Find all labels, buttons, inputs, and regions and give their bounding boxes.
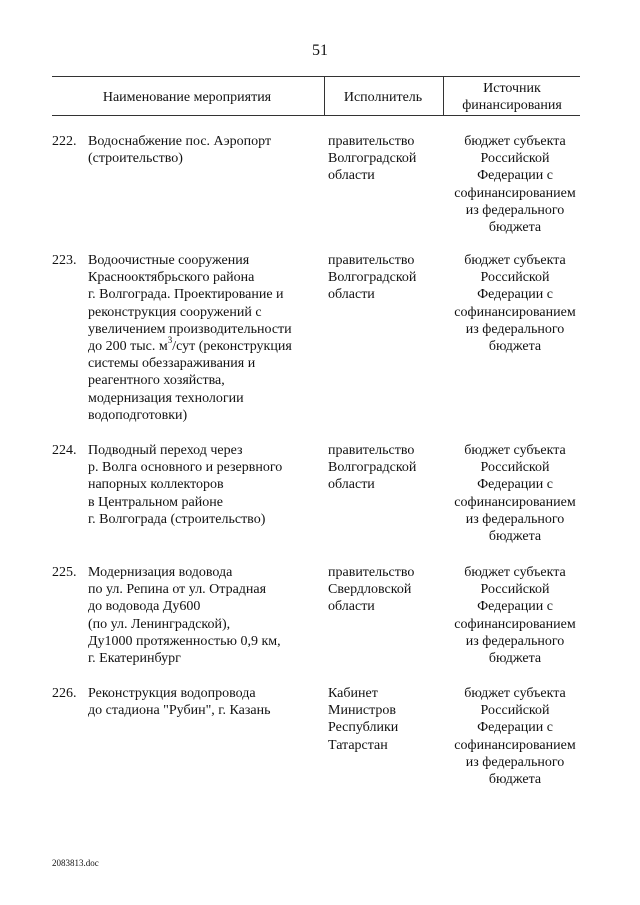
funding-line: Российской bbox=[480, 703, 550, 719]
executor-line: Свердловской bbox=[328, 582, 412, 598]
name-line: водоподготовки) bbox=[88, 407, 188, 423]
funding-line: Федерации с bbox=[477, 168, 553, 184]
executor-line: правительство bbox=[328, 565, 415, 580]
executor-line: Волгоградской bbox=[328, 460, 417, 476]
executor-line: области bbox=[328, 287, 375, 303]
funding-line: бюджет субъекта bbox=[464, 253, 566, 268]
name-line: Водоснабжение пос. Аэропорт bbox=[88, 134, 272, 149]
row-executor bbox=[328, 133, 444, 185]
funding-line: Федерации с bbox=[477, 599, 553, 615]
row-funding bbox=[440, 685, 590, 788]
row-funding bbox=[440, 252, 590, 355]
executor-line: области bbox=[328, 477, 375, 493]
name-line: (по ул. Ленинградской), bbox=[88, 616, 231, 632]
name-line: г. Екатеринбург bbox=[88, 651, 181, 667]
executor-line: правительство bbox=[328, 134, 415, 149]
name-line: Ду1000 протяженностью 0,9 км, bbox=[88, 633, 281, 649]
funding-line: Федерации с bbox=[477, 287, 553, 303]
name-line: увеличением производительности bbox=[88, 321, 292, 337]
name-line-part: до 200 тыс. м bbox=[88, 339, 168, 355]
file-name-footer: 2083813.doc bbox=[52, 858, 99, 868]
executor-line: правительство bbox=[328, 443, 415, 458]
name-line: реконструкция сооружений с bbox=[88, 304, 262, 320]
name-line: Краснооктябрьского района bbox=[88, 270, 255, 286]
funding-line: бюджета bbox=[488, 220, 542, 236]
funding-line: софинансированием bbox=[454, 185, 576, 201]
funding-line: бюджет субъекта bbox=[464, 134, 566, 149]
funding-line: Российской bbox=[480, 460, 550, 476]
name-line: Реконструкция водопровода bbox=[88, 686, 256, 701]
name-line: системы обеззараживания и bbox=[88, 356, 256, 372]
row-executor bbox=[328, 442, 444, 494]
name-line: по ул. Репина от ул. Отрадная bbox=[88, 582, 267, 598]
name-line: в Центральном районе bbox=[88, 494, 223, 510]
row-number: 225. bbox=[52, 565, 77, 580]
name-line: Модернизация водовода bbox=[88, 565, 233, 580]
row-number: 226. bbox=[52, 686, 77, 701]
funding-line: Российской bbox=[480, 270, 550, 286]
executor-line: Татарстан bbox=[328, 737, 388, 753]
row-executor bbox=[328, 564, 444, 616]
header-executor: Исполнитель bbox=[343, 90, 423, 105]
name-line: до водовода Ду600 bbox=[88, 599, 201, 615]
page-number: 51 bbox=[312, 42, 328, 59]
table-header bbox=[52, 76, 580, 116]
row-number: 223. bbox=[52, 253, 77, 268]
funding-line: из федерального bbox=[465, 321, 565, 337]
executor-line: Республики bbox=[328, 720, 399, 736]
name-line: р. Волга основного и резервного bbox=[88, 460, 283, 476]
executor-line: Волгоградской bbox=[328, 270, 417, 286]
row-name bbox=[88, 252, 318, 424]
executor-line: Волгоградской bbox=[328, 151, 417, 167]
funding-line: из федерального bbox=[465, 511, 565, 527]
name-line: г. Волгограда. Проектирование и bbox=[88, 287, 284, 303]
funding-line: из федерального bbox=[465, 754, 565, 770]
row-executor bbox=[328, 685, 444, 754]
funding-line: бюджета bbox=[488, 651, 542, 667]
funding-line: софинансированием bbox=[454, 616, 576, 632]
funding-line: софинансированием bbox=[454, 494, 576, 510]
name-line bbox=[88, 335, 318, 355]
funding-line: бюджет субъекта bbox=[464, 686, 566, 701]
header-funding-line2: финансирования bbox=[462, 98, 562, 113]
funding-line: бюджета bbox=[488, 339, 542, 355]
executor-line: Министров bbox=[328, 703, 397, 719]
name-line: Водоочистные сооружения bbox=[88, 253, 250, 268]
funding-line: Федерации с bbox=[477, 477, 553, 493]
funding-line: бюджет субъекта bbox=[464, 443, 566, 458]
name-line: напорных коллекторов bbox=[88, 477, 224, 493]
funding-line: бюджет субъекта bbox=[464, 565, 566, 580]
executor-line: Кабинет bbox=[328, 686, 378, 701]
funding-line: Российской bbox=[480, 582, 550, 598]
funding-line: из федерального bbox=[465, 633, 565, 649]
name-line: (строительство) bbox=[88, 151, 183, 167]
name-line: Подводный переход через bbox=[88, 443, 243, 458]
name-line: реагентного хозяйства, bbox=[88, 373, 225, 389]
header-funding bbox=[444, 80, 580, 114]
superscript: 3 bbox=[167, 335, 173, 346]
row-name bbox=[88, 685, 318, 719]
name-line: до стадиона "Рубин", г. Казань bbox=[88, 703, 271, 719]
row-name bbox=[88, 133, 318, 167]
name-line: модернизация технологии bbox=[88, 390, 244, 406]
executor-line: области bbox=[328, 599, 375, 615]
row-executor bbox=[328, 252, 444, 304]
row-funding bbox=[440, 133, 590, 236]
name-line: г. Волгограда (строительство) bbox=[88, 511, 266, 527]
funding-line: софинансированием bbox=[454, 304, 576, 320]
funding-line: из федерального bbox=[465, 202, 565, 218]
funding-line: бюджета bbox=[488, 529, 542, 545]
header-funding-line1: Источник bbox=[483, 81, 541, 96]
funding-line: бюджета bbox=[488, 772, 542, 788]
row-funding bbox=[440, 564, 590, 667]
executor-line: правительство bbox=[328, 253, 415, 268]
funding-line: Российской bbox=[480, 151, 550, 167]
funding-line: софинансированием bbox=[454, 737, 576, 753]
row-number: 222. bbox=[52, 134, 77, 149]
name-line-part: /сут (реконструкция bbox=[172, 339, 292, 355]
row-funding bbox=[440, 442, 590, 545]
row-name bbox=[88, 442, 318, 528]
row-number: 224. bbox=[52, 443, 77, 458]
funding-line: Федерации с bbox=[477, 720, 553, 736]
executor-line: области bbox=[328, 168, 375, 184]
row-name bbox=[88, 564, 318, 667]
header-name: Наименование мероприятия bbox=[102, 90, 272, 105]
